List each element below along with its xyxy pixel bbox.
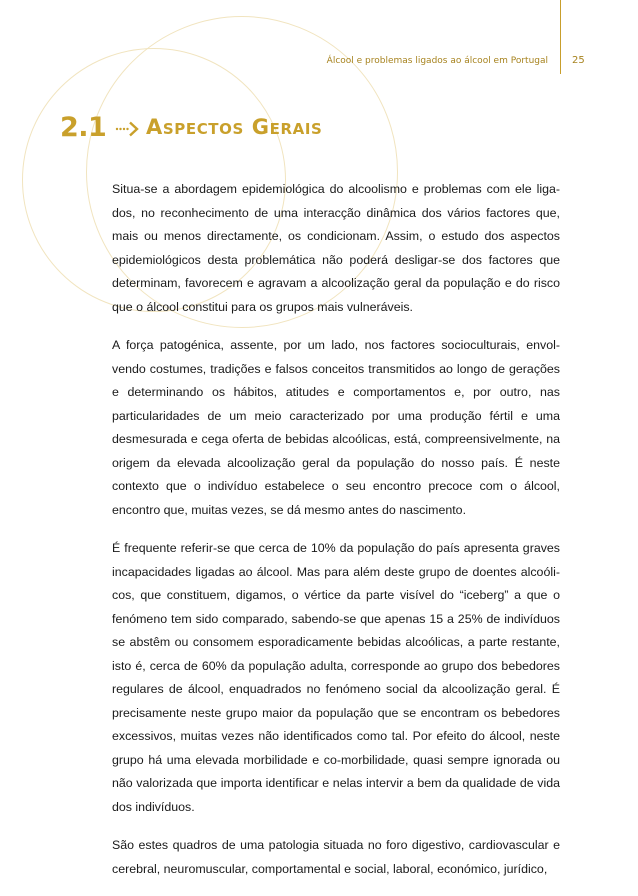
section-number: 2.1 xyxy=(60,112,107,143)
paragraph: A força patogénica, assente, por um lado, nos factores socioculturais, envolvendo costumes, tradições e falsos conceitos transmitidos ao longo de gerações e determinando os hábitos, atitudes e comportamentos e, por outro, nas particularidades de um meio caracterizado por uma produção fértil e uma desmesurada e cega oferta de bebidas alcoólicas, está, compreensivelmente, na origem da elevada alcoolização geral da população do nosso país. É neste contexto que o indivíduo estabelece o seu encontro precoce com o álcool, encontro que, muitas vezes, se dá mesmo antes do nascimento. xyxy=(112,338,560,517)
running-header-title: Álcool e problemas ligados ao álcool em Portugal xyxy=(326,56,548,66)
body-text xyxy=(112,178,560,896)
paragraph: É frequente referir-se que cerca de 10% da população do país apresenta graves incapacidades ligadas ao álcool. Mas para além deste grupo de doentes alcoólicos, que constituem, digamos, o vértice da parte visível do “iceberg” a que o fenómeno tem sido comparado, sabendo-se que apenas 15 a 25% de indivíduos se abstêm ou consomem esporadicamente bebidas alcoólicas, a parte restante, isto é, cerca de 60% da população adulta, corresponde ao grupo dos bebedores regulares de álcool, enquadrados no fenómeno social da alcoolização geral. É precisamente neste grupo maior da população que se encontram os bebedores excessivos, muitas vezes não identificados como tal. Por efeito do álcool, neste grupo há uma elevada morbilidade e co-morbilidade, quasi sempre ignorada ou não valorizada que importa identificar e nelas intervir a bem da qualidade de vida dos indivíduos. xyxy=(112,541,560,814)
paragraph: São estes quadros de uma patologia situada no foro digestivo, cardiovascular e cerebral, neuromuscular, comportamental e social, laboral, económico, jurídico, xyxy=(112,838,560,876)
dotted-arrow-right-icon xyxy=(115,121,141,137)
paragraph: Situa-se a abordagem epidemiológica do alcoolismo e problemas com ele ligados, no reconhecimento de uma interacção dinâmica dos vários factores que, mais ou menos directamente, os condicionam. Assim, o estudo dos aspectos epidemiológicos desta problemática não poderá desligar-se dos factores que determinam, favorecem e agravam a alcoolização geral da população e do risco que o álcool constitui para os grupos mais vulneráveis. xyxy=(112,182,560,314)
page-number: 25 xyxy=(572,55,585,66)
header-vertical-rule xyxy=(560,0,561,74)
section-title: Aspectos Gerais xyxy=(146,115,323,139)
